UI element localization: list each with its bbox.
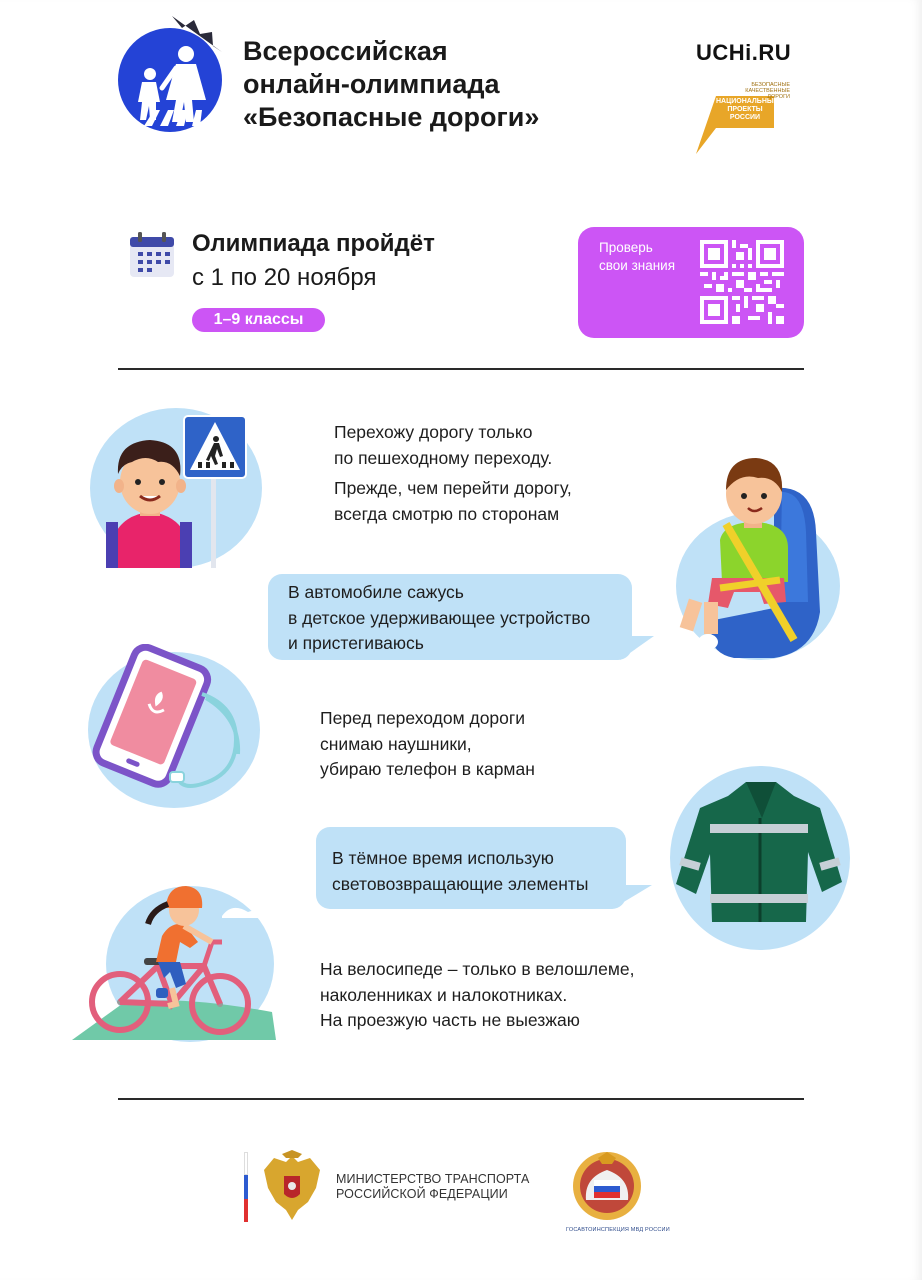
rule-1-line-1: Перехожу дорогу только	[334, 422, 533, 442]
qr-code[interactable]	[700, 240, 784, 324]
rule-2-bubble-tail	[620, 636, 654, 660]
project-name-3: РОССИИ	[729, 114, 761, 121]
rule-4-bubble-tail	[612, 885, 652, 909]
divider-bottom	[118, 1098, 804, 1100]
project-caption-2: КАЧЕСТВЕННЫЕ ДОРОГИ	[745, 88, 790, 100]
project-caption-1: БЕЗОПАСНЫЕ	[751, 82, 790, 88]
event-dates: с 1 по 20 ноября	[192, 264, 377, 291]
rule-1-line-4: всегда смотрю по сторонам	[334, 503, 560, 524]
project-name-1: НАЦИОНАЛЬНЫЕ	[716, 98, 779, 105]
rule-2-line-3: и пристегиваюсь	[288, 633, 424, 653]
calendar-icon	[128, 231, 176, 279]
russia-flag-stripe	[244, 1152, 248, 1222]
olympiad-logo	[114, 14, 226, 136]
grades-badge: 1–9 классы	[192, 308, 325, 332]
gibdd-emblem-icon	[568, 1150, 646, 1222]
rule-2-line-1: В автомобиле сажусь	[288, 582, 464, 602]
reflective-jacket-illustration	[664, 762, 852, 956]
ministry-line-2: РОССИЙСКОЙ ФЕДЕРАЦИИ	[336, 1187, 508, 1201]
qr-card[interactable]	[578, 227, 804, 338]
rule-3-line-3: убираю телефон в карман	[320, 759, 535, 779]
rule-5-line-1: На велосипеде – только в велошлеме,	[320, 959, 635, 979]
title-line-1: Всероссийская	[243, 36, 448, 66]
rule-4-line-1: В тёмное время использую	[332, 848, 554, 868]
rule-3-line-2: снимаю наушники,	[320, 733, 472, 754]
car-seat-illustration	[664, 452, 842, 664]
gibdd-caption: ГОСАВТОИНСПЕКЦИЯ МВД РОССИИ	[566, 1227, 670, 1233]
coat-of-arms-icon	[258, 1150, 326, 1222]
boy-crossing-illustration	[88, 404, 264, 570]
national-projects-logo	[694, 78, 798, 156]
rule-2-line-2: в детское удерживающее устройство	[288, 607, 591, 628]
uchi-logo: UCHi.RU	[696, 40, 792, 65]
qr-label-1: Проверь	[599, 240, 653, 255]
rule-3-line-1: Перед переходом дороги	[320, 708, 526, 728]
divider-top	[118, 368, 804, 370]
ministry-line-1: МИНИСТЕРСТВО ТРАНСПОРТА	[336, 1172, 530, 1186]
title-line-3: «Безопасные дороги»	[243, 102, 540, 132]
title-line-2: онлайн-олимпиада	[243, 69, 500, 99]
qr-label-2: свои знания	[599, 258, 676, 273]
rule-5-line-3: На проезжую часть не выезжаю	[320, 1010, 580, 1030]
rule-1-line-2: по пешеходному переходу.	[334, 447, 553, 468]
event-heading: Олимпиада пройдёт	[192, 230, 435, 257]
phone-headphones-illustration	[86, 644, 262, 810]
rule-5-line-2: наколенниках и налокотниках.	[320, 984, 568, 1005]
rule-1-line-3: Прежде, чем перейти дорогу,	[334, 478, 572, 498]
cyclist-illustration	[72, 872, 276, 1044]
rule-4-line-2: световозвращающие элементы	[332, 873, 589, 894]
project-name-2: ПРОЕКТЫ	[727, 106, 763, 113]
